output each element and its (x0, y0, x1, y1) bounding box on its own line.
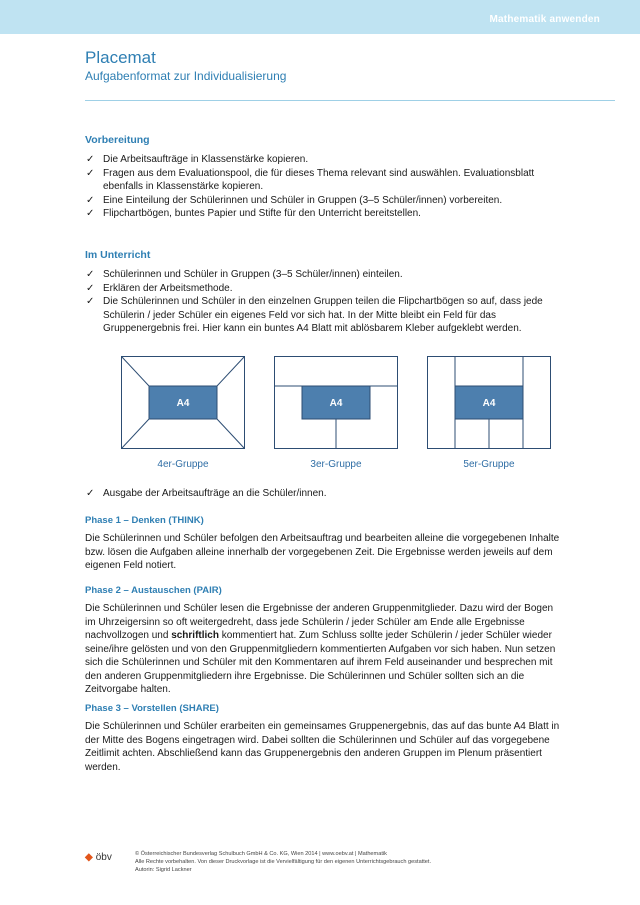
logo-mark-icon: ◆ (85, 852, 93, 863)
vorbereitung-list (85, 153, 555, 221)
logo-text: öbv (95, 852, 112, 863)
header-label: Mathematik anwenden (489, 14, 600, 25)
list-item (85, 167, 555, 194)
phase-heading: Phase 2 – Austauschen (PAIR) (85, 585, 222, 596)
page-title: Placemat (85, 48, 156, 67)
phase-text: Die Schülerinnen und Schüler befolgen den Arbeitsauftrag und bearbeiten alleine die vorgegebenen Inhalte bzw. lösen die Aufgaben alleine innerhalb der vorgegebenen Zeit. Die Ergebnisse werden jeweils auf dem eigenen Feld notiert. (85, 533, 560, 571)
list-item (85, 194, 555, 208)
check-icon: ✓ (86, 269, 95, 280)
list-item-text: Die Schülerinnen und Schüler in den einzelnen Gruppen teilen die Flipchartbögen so auf, dass jede Schülerin / jeder Schüler ein eigenes Feld vor sich hat. In der Mitte bleibt ein Feld für das Gruppenergebnis frei. Hier kann ein buntes A4 Blatt mit ablösbarem Kleber aufgeklebt werden. (103, 296, 543, 334)
list-item-text: Eine Einteilung der Schülerinnen und Schüler in Gruppen (3–5 Schüler/innen) vorbereiten. (103, 194, 503, 206)
list-item-text: Fragen aus dem Evaluationspool, die für dieses Thema relevant sind auswählen. Evaluationsblatt ebenfalls in Klassenstärke kopieren. (103, 167, 535, 192)
footer-line: © Österreichischer Bundesverlag Schulbuch GmbH & Co. KG, Wien 2014 | www.oebv.at | Mathematik (135, 851, 387, 857)
check-icon: ✓ (86, 208, 95, 219)
phase-text (85, 602, 563, 697)
list-item (85, 153, 555, 167)
section-heading-vorbereitung: Vorbereitung (85, 134, 150, 146)
list-item-text: Schülerinnen und Schüler in Gruppen (3–5 Schüler/innen) einteilen. (103, 269, 403, 280)
list-item (85, 268, 555, 282)
footer-line: Autorin: Sigrid Lackner (135, 867, 192, 873)
list-item (85, 207, 555, 221)
footer-line: Alle Rechte vorbehalten. Von dieser Druckvorlage ist die Vervielfältigung für den eigenen Unterrichtsgebrauch gestattet. (135, 859, 432, 865)
publisher-logo (85, 852, 112, 863)
phase-heading: Phase 3 – Vorstellen (SHARE) (85, 703, 219, 714)
check-icon: ✓ (86, 282, 95, 294)
diagram-caption: 4er-Gruppe (157, 459, 209, 470)
page-subtitle: Aufgabenformat zur Individualisierung (85, 69, 287, 83)
phase-text-part: kommentiert hat. Zum Schluss sollte jeder Schülerin / jeder Schüler wieder seine/ihre gelösten und von den Gruppenmitgliedern kommentierten Aufgaben vor sich haben. Nun setzen sich die Schülerinnen und Schüler mit den Kommentaren auf ihrem Feld auseinander und besprechen mit den anderen Gruppenmitgliedern ihre Ergebnisse. Die Schülerinnen und Schüler sollten sich an die Zeitvorgabe halten. (85, 630, 556, 695)
list-item-text: Die Arbeitsaufträge in Klassenstärke kopieren. (103, 154, 309, 165)
check-icon: ✓ (86, 488, 95, 499)
list-item (85, 295, 555, 336)
phase-heading: Phase 1 – Denken (THINK) (85, 515, 204, 526)
phase-text-part: Die Schülerinnen und Schüler lesen die Ergebnisse der anderen Gruppenmitglieder. Dazu wird der Bogen im Uhrzeigersinn so oft weitergedreht, dass jede Schülerin / jeder Schüler am Ende alle Ergebnisse nachvollzogen und (85, 603, 554, 641)
placemat-diagram-4er (121, 356, 245, 449)
a4-label: A4 (329, 398, 343, 409)
list-item-text: Erklären der Arbeitsmethode. (103, 282, 233, 294)
a4-label: A4 (176, 398, 190, 409)
check-icon: ✓ (86, 296, 95, 307)
unterricht-list-continued (85, 487, 555, 501)
diagram-caption: 5er-Gruppe (463, 459, 515, 470)
divider (85, 100, 615, 101)
diagram-caption: 3er-Gruppe (310, 459, 362, 470)
phase-text-bold: schriftlich (171, 630, 219, 641)
unterricht-list (85, 268, 555, 336)
list-item-text: Ausgabe der Arbeitsaufträge an die Schüler/innen. (103, 488, 327, 499)
list-item (85, 487, 555, 501)
list-item-text: Flipchartbögen, buntes Papier und Stifte für den Unterricht bereitstellen. (103, 208, 421, 219)
section-heading-unterricht: Im Unterricht (85, 249, 151, 261)
check-icon: ✓ (86, 194, 95, 206)
check-icon: ✓ (86, 167, 95, 179)
footer-copyright (135, 850, 431, 874)
list-item (85, 282, 555, 296)
placemat-diagram-3er (274, 356, 398, 449)
phase-text: Die Schülerinnen und Schüler erarbeiten ein gemeinsames Gruppenergebnis, das auf das bunte A4 Blatt in der Mitte des Bogens eingetragen wird. Dabei sollten die Schülerinnen und Schüler auf das vorgegebene Zeitlimit achten. Abschließend kann das Gruppenergebnis den anderen Gruppen im Plenum präsentiert werden. (85, 721, 560, 773)
a4-label: A4 (482, 398, 496, 409)
check-icon: ✓ (86, 154, 95, 165)
placemat-diagram-5er (427, 356, 551, 449)
